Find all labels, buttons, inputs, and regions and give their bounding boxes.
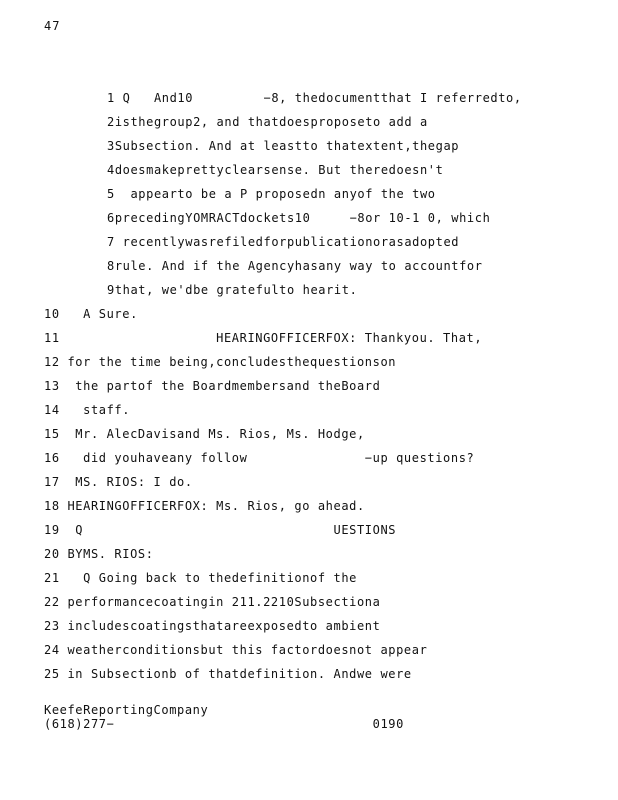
reporting-company: KeefeReportingCompany [44, 703, 209, 717]
transcript-line: 1 Q And10 −8, thedocumentthat I referredto, [107, 91, 522, 105]
transcript-line: 7 recentlywasrefiledforpublicationorasadopted [107, 235, 460, 249]
transcript-line: 19 Q UESTIONS [44, 523, 397, 537]
transcript-line: 3Subsection. And at leastto thatextent,thegap [107, 139, 460, 153]
transcript-line: 24 weatherconditionsbut this factordoesnot appear [44, 643, 428, 657]
transcript-line: 14 staff. [44, 403, 131, 417]
transcript-line: 18 HEARINGOFFICERFOX: Ms. Rios, go ahead. [44, 499, 365, 513]
transcript-line: 9that, we'dbe gratefulto hearit. [107, 283, 358, 297]
page-number: 47 [44, 19, 61, 33]
transcript-line: 12 for the time being,concludesthequestionson [44, 355, 397, 369]
transcript-line: 11 HEARINGOFFICERFOX: Thankyou. That, [44, 331, 483, 345]
transcript-line: 6precedingYOMRACTdockets10 −8or 10-1 0, which [107, 211, 491, 225]
transcript-line: 21 Q Going back to thedefinitionof the [44, 571, 357, 585]
company-phone: (618)277− 0190 [44, 717, 404, 731]
transcript-line: 22 performancecoatingin 211.2210Subsectiona [44, 595, 381, 609]
transcript-line: 16 did youhaveany follow −up questions? [44, 451, 475, 465]
page-footer [44, 703, 404, 731]
transcript-line: 5 appearto be a P proposedn anyof the two [107, 187, 436, 201]
transcript-line: 13 the partof the Boardmembersand theBoard [44, 379, 381, 393]
transcript-line: 23 includescoatingsthatareexposedto ambient [44, 619, 381, 633]
transcript-line: 2isthegroup2, and thatdoesproposeto add a [107, 115, 428, 129]
transcript-line: 25 in Subsectionb of thatdefinition. Andwe were [44, 667, 412, 681]
transcript-line: 20 BYMS. RIOS: [44, 547, 154, 561]
transcript-line: 8rule. And if the Agencyhasany way to accountfor [107, 259, 483, 273]
transcript-line: 10 A Sure. [44, 307, 138, 321]
transcript-line: 17 MS. RIOS: I do. [44, 475, 193, 489]
transcript-line: 4doesmakeprettyclearsense. But theredoesn't [107, 163, 444, 177]
transcript-line: 15 Mr. AlecDavisand Ms. Rios, Ms. Hodge, [44, 427, 365, 441]
